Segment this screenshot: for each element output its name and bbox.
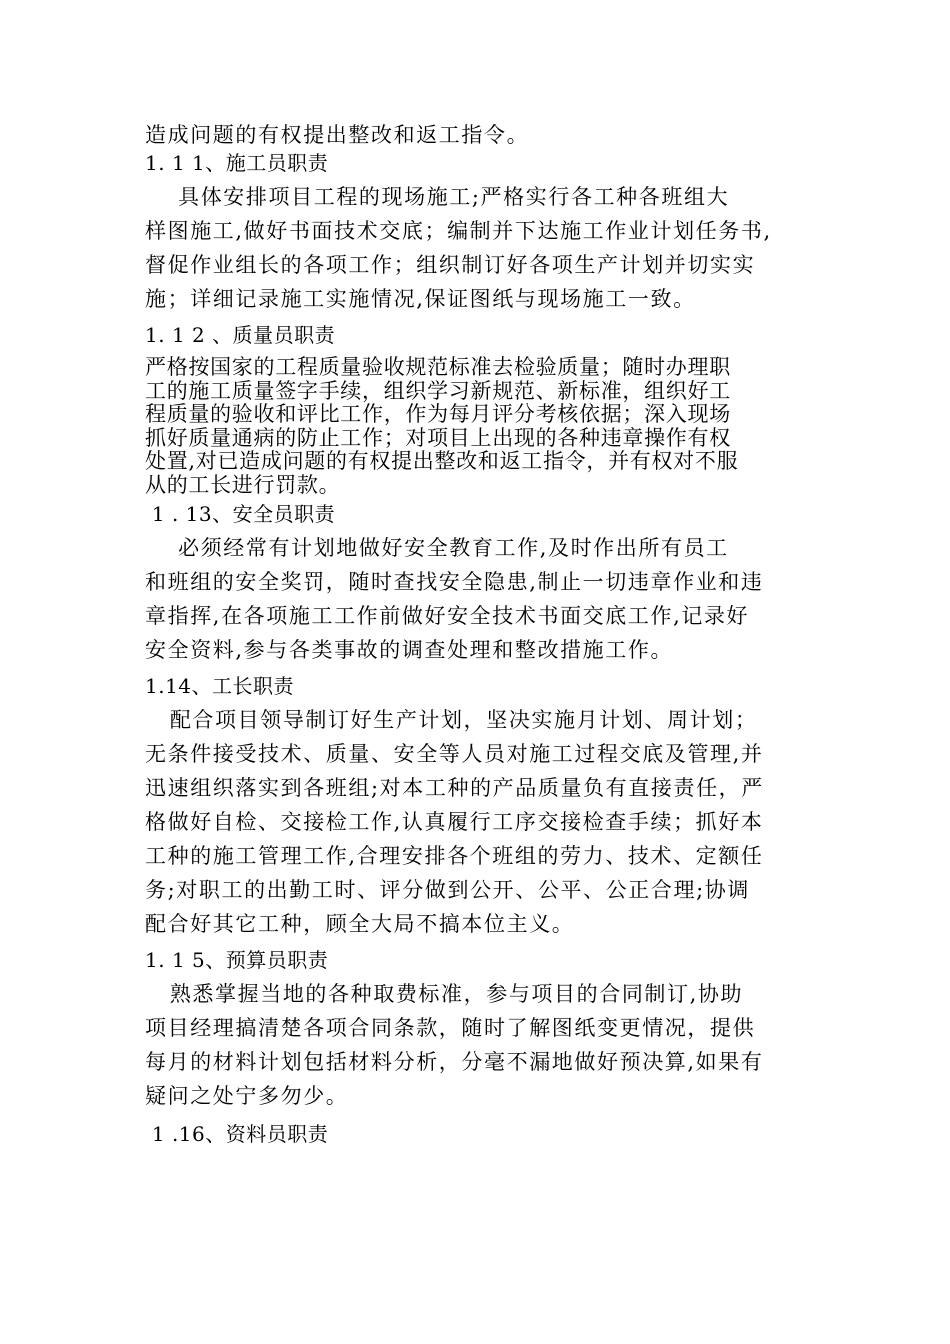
paragraph-line: 格做好自检、交接检工作,认真履行工序交接检查手续；抓好本 — [145, 810, 764, 834]
paragraph-line: 无条件接受技术、质量、安全等人员对施工过程交底及管理,并 — [145, 742, 764, 766]
paragraph-line: 章指挥,在各项施工工作前做好安全技术书面交底工作,记录好 — [145, 604, 750, 628]
section-safety-officer — [145, 497, 815, 667]
paragraph-line: 样图施工,做好书面技术交底；编制并下达施工作业计划任务书, — [145, 219, 772, 243]
document-page — [145, 118, 815, 1151]
section-construction-officer — [145, 146, 815, 316]
paragraph-line: 迅速组织落实到各班组;对本工种的产品质量负有直接责任，严 — [145, 776, 764, 800]
paragraph-line: 和班组的安全奖罚，随时查找安全隐患,制止一切违章作业和违 — [145, 570, 764, 594]
paragraph-line: 务;对职工的出勤工时、评分做到公开、公平、公正合理;协调 — [145, 878, 750, 902]
paragraph-line: 熟悉掌握当地的各种取费标准，参与项目的合同制订,协助 — [145, 982, 744, 1006]
section-heading: 1 .16、资料员职责 — [145, 1122, 329, 1146]
paragraph-line: 程质量的验收和评比工作，作为每月评分考核依据；深入现场 — [145, 402, 731, 426]
paragraph-line: 必须经常有计划地做好安全教育工作,及时作出所有员工 — [145, 536, 729, 560]
section-heading: 1. 1 5、预算员职责 — [145, 948, 329, 972]
paragraph-line: 配合项目领导制订好生产计划，坚决实施月计划、周计划； — [145, 708, 758, 732]
paragraph-line: 项目经理搞清楚各项合同条款，随时了解图纸变更情况，提供 — [145, 1016, 756, 1040]
paragraph-line: 督促作业组长的各项工作；组织制订好各项生产计划并切实实 — [145, 253, 756, 277]
paragraph-line: 工的施工质量签字手续，组织学习新规范、新标准，组织好工 — [145, 378, 731, 403]
section-heading: 1.14、工长职责 — [145, 674, 295, 698]
paragraph-line: 具体安排项目工程的现场施工;严格实行各工种各班组大 — [145, 185, 730, 209]
paragraph-line: 每月的材料计划包括材料分析，分毫不漏地做好预决算,如果有 — [145, 1050, 764, 1074]
section-quality-officer — [145, 318, 815, 497]
paragraph-line: 疑问之处宁多勿少。 — [145, 1084, 349, 1108]
paragraph-line: 处置,对已造成问题的有权提出整改和返工指令，并有权对不服 — [145, 449, 739, 473]
paragraph-line: 从的工长进行罚款。 — [145, 472, 341, 497]
section-budget-officer — [145, 943, 815, 1113]
intro-line: 造成问题的有权提出整改和返工指令。 — [145, 123, 530, 147]
paragraph-line: 安全资料,参与各类事故的调查处理和整改措施工作。 — [145, 638, 674, 662]
paragraph-line: 严格按国家的工程质量验收规范标准去检验质量；随时办理职 — [145, 355, 731, 379]
paragraph-line: 工种的施工管理工作,合理安排各个班组的劳力、技术、定额任 — [145, 844, 764, 868]
section-heading: 1. 1 1、施工员职责 — [145, 151, 329, 175]
paragraph-line: 配合好其它工种，顾全大局不搞本位主义。 — [145, 912, 575, 936]
section-heading: 1 . 13、安全员职责 — [145, 502, 336, 526]
paragraph-line: 施；详细记录施工实施情况,保证图纸与现场施工一致。 — [145, 287, 696, 311]
section-heading: 1. 1 2 、质量员职责 — [145, 323, 336, 347]
section-foreman — [145, 669, 815, 941]
paragraph-line: 抓好质量通病的防止工作；对项目上出现的各种违章操作有权 — [145, 425, 731, 450]
section-records-officer — [145, 1117, 815, 1151]
